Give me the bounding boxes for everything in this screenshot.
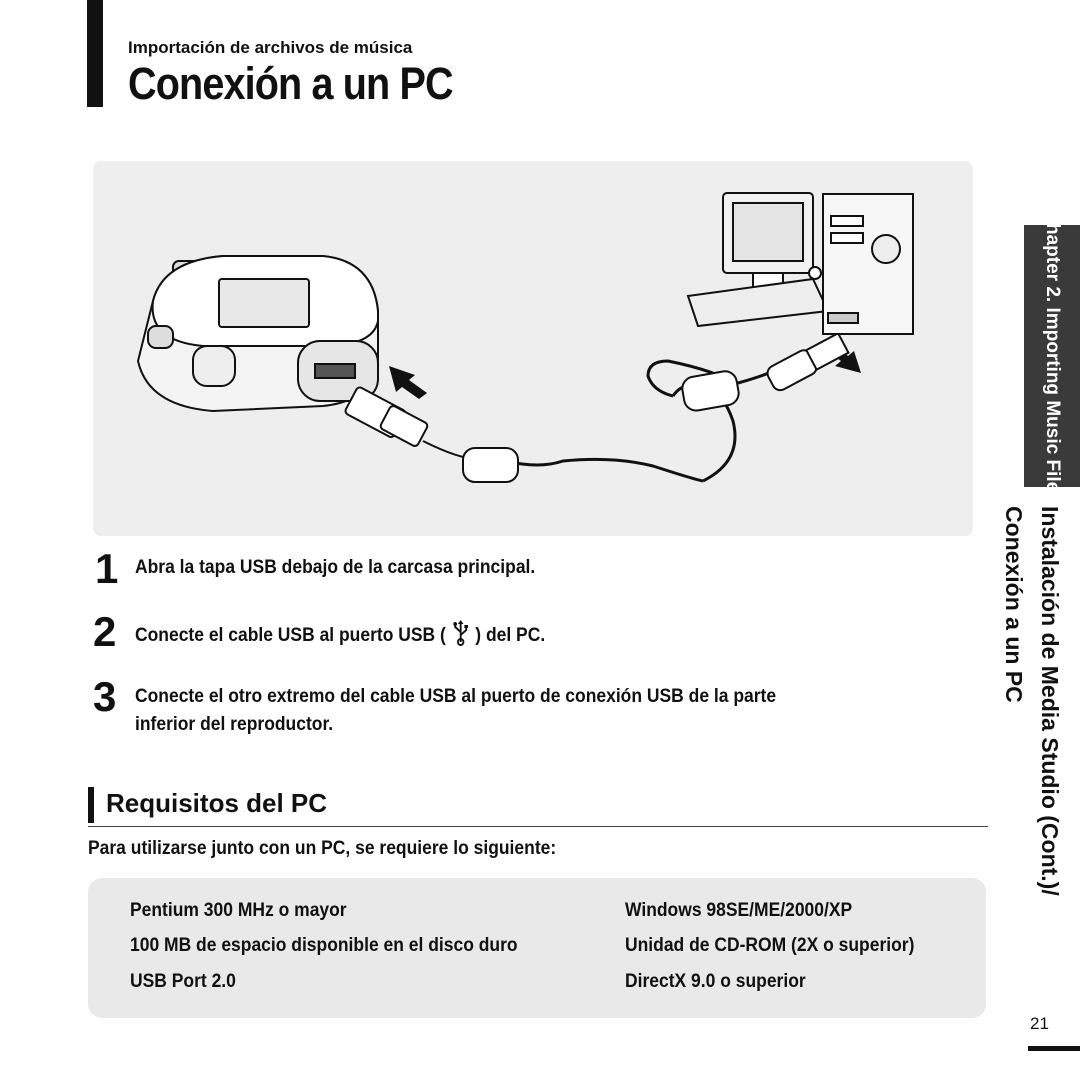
step-2-text-before: Conecte el cable USB al puerto USB (: [135, 625, 446, 647]
step-3-number: 3: [93, 673, 117, 720]
requirement-os: Windows 98SE/ME/2000/XP: [625, 900, 853, 921]
ferrite-core-2: [680, 369, 740, 412]
step-3-text-line1: Conecte el otro extremo del cable USB al puerto de conexión USB de la parte: [135, 686, 777, 707]
requirements-divider: [88, 826, 988, 827]
step-2-text-after: ) del PC.: [475, 625, 546, 647]
chapter-tab: [1024, 209, 1080, 503]
step-1-number: 1: [95, 545, 119, 592]
requirement-cdrom: Unidad de CD-ROM (2X o superior): [625, 935, 915, 956]
step-3-text-line2: inferior del reproductor.: [135, 714, 334, 735]
requirement-disk: 100 MB de espacio disponible en el disco duro: [130, 935, 518, 956]
requirement-directx: DirectX 9.0 o superior: [625, 971, 806, 992]
desktop-pc-image: [688, 193, 913, 334]
page-number-rule: [1028, 1046, 1080, 1051]
requirement-usb: USB Port 2.0: [130, 971, 236, 992]
step-2-number: 2: [93, 608, 117, 655]
page-title: Conexión a un PC: [128, 58, 453, 109]
sidebar-section-line2: Conexión a un PC: [1001, 506, 1027, 703]
mp3-player-image: [138, 256, 378, 411]
page-number: 21: [1030, 1014, 1049, 1033]
requirement-cpu: Pentium 300 MHz o mayor: [130, 900, 347, 921]
step-1-text: Abra la tapa USB debajo de la carcasa principal.: [135, 557, 536, 578]
arrow-to-player: [389, 366, 427, 399]
usb-mini-plug: [344, 386, 488, 459]
requirements-intro: Para utilizarse junto con un PC, se requiere lo siguiente:: [88, 838, 557, 859]
ferrite-core-1: [463, 448, 518, 482]
connection-illustration: [93, 161, 973, 536]
section-eyebrow: Importación de archivos de música: [128, 38, 413, 57]
usb-a-plug: [765, 332, 850, 393]
usb-cable: [488, 456, 703, 481]
requirements-heading: Requisitos del PC: [106, 788, 328, 818]
step-2-text: [135, 620, 545, 652]
sidebar-section-line1: Instalación de Media Studio (Cont.)/: [1037, 506, 1063, 896]
player-to-pc-diagram: [93, 161, 973, 536]
chapter-tab-label: Chapter 2. Importing Music Files: [1042, 209, 1063, 503]
requirements-accent-bar: [88, 787, 94, 823]
title-accent-bar: [87, 0, 103, 107]
usb-icon: [451, 620, 469, 652]
